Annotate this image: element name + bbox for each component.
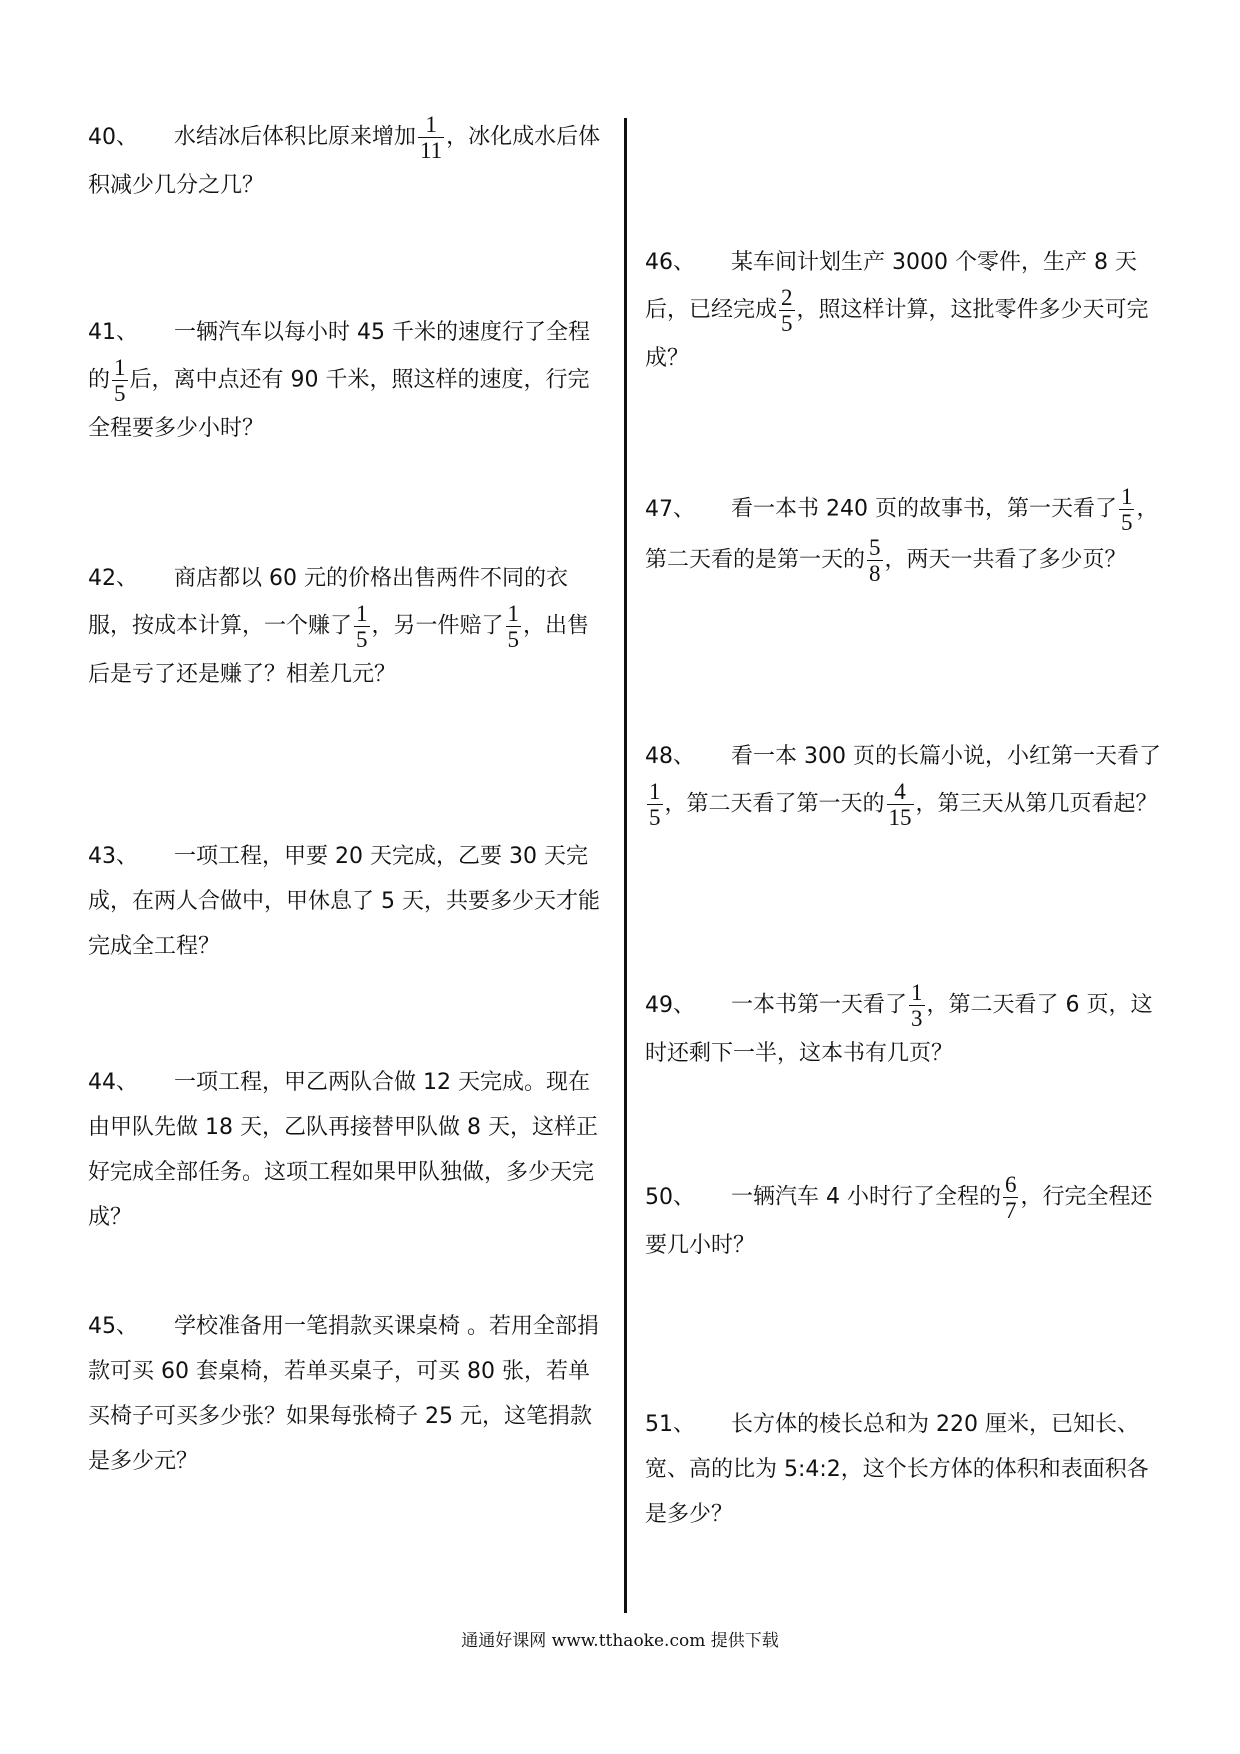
problem-41 bbox=[88, 310, 610, 451]
fraction-denominator: 5 bbox=[114, 381, 126, 406]
problem-text: 商店都以 60 元的价格出售两件不同的衣服，按成本计算，一个赚了 bbox=[88, 566, 568, 639]
problem-text: 一本书第一天看了 bbox=[731, 992, 908, 1018]
fraction-numerator: 1 bbox=[356, 601, 368, 626]
problem-43 bbox=[88, 834, 610, 969]
problem-text: ，第三天从第几页看起？ bbox=[915, 791, 1158, 817]
fraction-numerator: 1 bbox=[114, 355, 126, 380]
problem-number: 51、 bbox=[645, 1412, 695, 1437]
fraction bbox=[887, 779, 914, 830]
footer-text: 通通好课网 www.tthaoke.com 提供下载 bbox=[461, 1631, 779, 1651]
problem-number: 49、 bbox=[645, 992, 695, 1018]
problem-text: 长方体的棱长总和为 220 厘米，已知长、宽、高的比为 5:4:2，这个长方体的体积和表面积各是多少？ bbox=[645, 1412, 1149, 1527]
problem-40 bbox=[88, 112, 610, 208]
problem-text: ，另一件赔了 bbox=[371, 613, 504, 639]
problem-44 bbox=[88, 1060, 610, 1240]
fraction-numerator: 1 bbox=[911, 980, 923, 1005]
problem-number: 40、 bbox=[88, 124, 138, 150]
problem-number: 44、 bbox=[88, 1070, 138, 1095]
fraction-denominator: 5 bbox=[649, 805, 661, 830]
fraction-numerator: 2 bbox=[781, 285, 793, 310]
problem-47 bbox=[645, 484, 1167, 586]
problem-text: 一项工程，甲要 20 天完成，乙要 30 天完成，在两人合做中，甲休息了 5 天，共要多少天才能完成全工程？ bbox=[88, 844, 600, 959]
fraction-denominator: 3 bbox=[911, 1006, 923, 1031]
fraction-numerator: 6 bbox=[1004, 1172, 1017, 1197]
fraction-numerator: 5 bbox=[869, 535, 881, 560]
problem-text: 一辆汽车 4 小时行了全程的 bbox=[731, 1184, 1001, 1210]
fraction bbox=[1119, 484, 1135, 535]
fraction bbox=[112, 355, 128, 406]
fraction-denominator: 5 bbox=[1120, 510, 1133, 535]
fraction bbox=[506, 601, 522, 652]
fraction-denominator: 5 bbox=[507, 627, 520, 652]
column-divider bbox=[624, 118, 627, 1613]
fraction-numerator: 1 bbox=[1120, 484, 1133, 509]
fraction-denominator: 15 bbox=[888, 805, 912, 830]
problem-text: 一项工程，甲乙两队合做 12 天完成。现在由甲队先做 18 天，乙队再接替甲队做 8 天，这样正好完成全部任务。这项工程如果甲队独做，多少天完成？ bbox=[88, 1070, 598, 1230]
fraction bbox=[354, 601, 370, 652]
problem-text: 某车间计划生产 3000 个零件，生产 8 天后，已经完成 bbox=[645, 250, 1137, 323]
problem-number: 41、 bbox=[88, 320, 138, 345]
problem-number: 48、 bbox=[645, 744, 695, 769]
problem-text: 学校准备用一笔捐款买课桌椅 。若用全部捐款可买 60 套桌椅，若单买桌子，可买 80 张，若单买椅子可买多少张？如果每张椅子 25 元，这笔捐款是多少元？ bbox=[88, 1314, 599, 1474]
problem-text: 一辆汽车以每小时 45 千米的速度行了全程的 bbox=[88, 320, 590, 393]
fraction-numerator: 1 bbox=[507, 601, 520, 626]
fraction-denominator: 5 bbox=[356, 627, 368, 652]
problem-49 bbox=[645, 980, 1167, 1076]
problem-46 bbox=[645, 240, 1167, 381]
problem-45 bbox=[88, 1304, 610, 1484]
problem-text: 后，离中点还有 90 千米，照这样的速度，行完全程要多少小时？ bbox=[88, 367, 590, 441]
fraction-denominator: 8 bbox=[869, 561, 881, 586]
problem-number: 50、 bbox=[645, 1184, 695, 1210]
problem-text: ，两天一共看了多少页？ bbox=[884, 547, 1127, 573]
problem-text: ，照这样计算，这批零件多少天可完成？ bbox=[645, 297, 1149, 371]
fraction-numerator: 4 bbox=[894, 779, 906, 804]
problem-number: 47、 bbox=[645, 496, 695, 522]
problem-number: 45、 bbox=[88, 1314, 138, 1339]
problem-text: 看一本书 240 页的故事书，第一天看了 bbox=[731, 496, 1117, 522]
fraction bbox=[1003, 1172, 1019, 1223]
fraction-denominator: 5 bbox=[781, 311, 793, 336]
problem-text: ，冰化成水后体积减少几分之几？ bbox=[88, 124, 601, 198]
problem-42 bbox=[88, 556, 610, 697]
fraction bbox=[418, 112, 444, 163]
problem-text: 水结冰后体积比原来增加 bbox=[174, 124, 417, 150]
problem-text: ，出售后是亏了还是赚了？相差几元？ bbox=[88, 613, 590, 687]
problem-number: 43、 bbox=[88, 844, 138, 869]
fraction-numerator: 1 bbox=[425, 112, 437, 137]
fraction bbox=[779, 285, 795, 336]
problem-text: ，第二天看了 6 页，这时还剩下一半，这本书有几页？ bbox=[645, 992, 1153, 1066]
fraction bbox=[647, 779, 663, 830]
fraction bbox=[909, 980, 925, 1031]
problem-text: ，行完全程还要几小时？ bbox=[645, 1184, 1153, 1258]
problem-48 bbox=[645, 734, 1167, 830]
fraction-denominator: 7 bbox=[1004, 1198, 1017, 1223]
fraction bbox=[867, 535, 883, 586]
problem-text: ，第二天看的是第一天的 bbox=[645, 496, 1159, 573]
problem-number: 46、 bbox=[645, 250, 695, 275]
problem-text: ，第二天看了第一天的 bbox=[664, 791, 885, 817]
problem-50 bbox=[645, 1172, 1167, 1268]
fraction-numerator: 1 bbox=[649, 779, 661, 804]
fraction-denominator: 11 bbox=[420, 138, 443, 163]
problem-number: 42、 bbox=[88, 566, 138, 591]
problem-text: 看一本 300 页的长篇小说，小红第一天看了 bbox=[731, 744, 1161, 769]
problem-51 bbox=[645, 1402, 1167, 1537]
